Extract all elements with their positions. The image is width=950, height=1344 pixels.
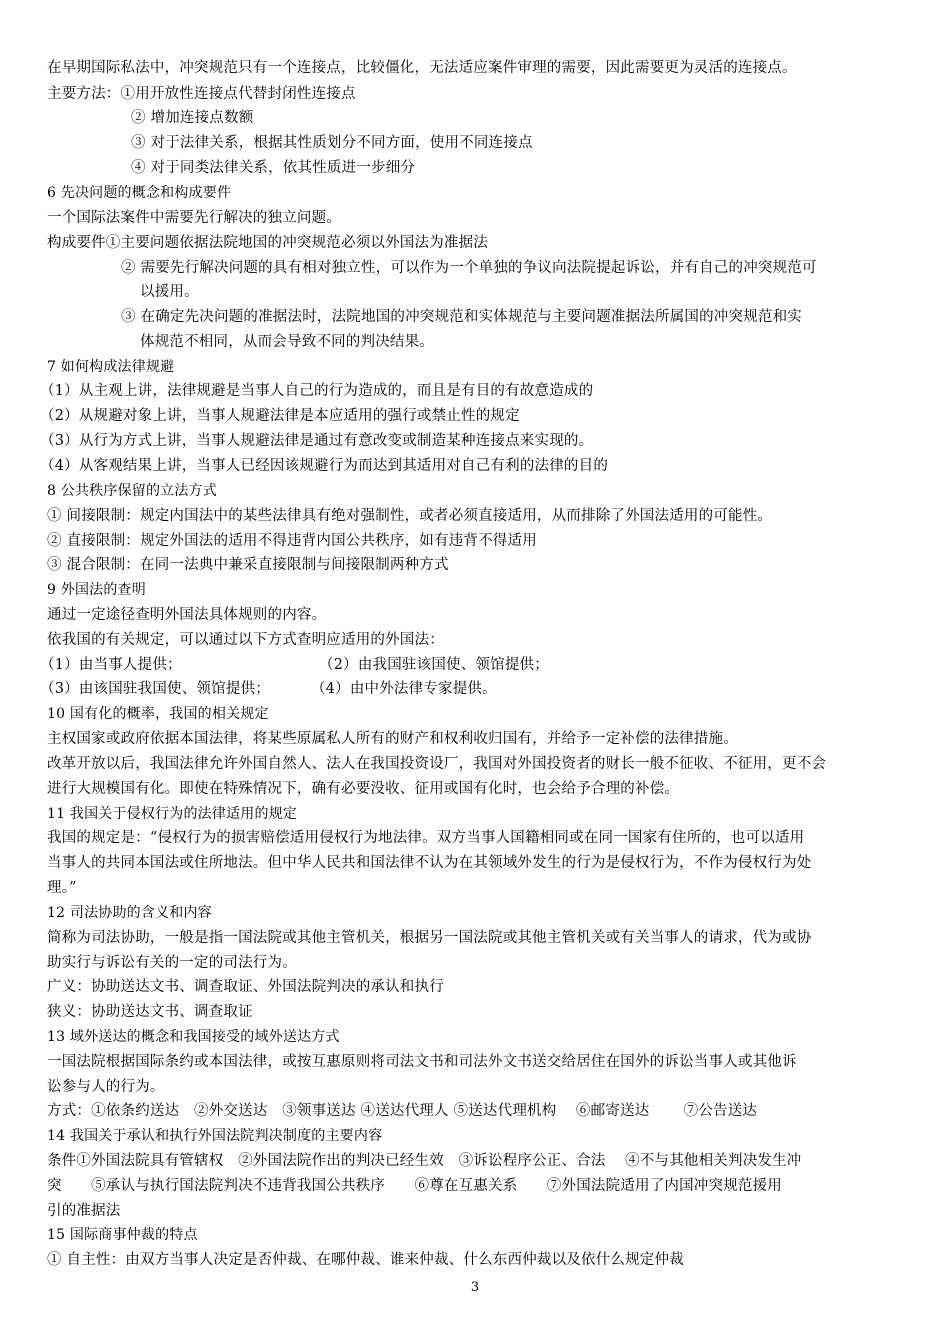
- list-item: ② 直接限制：规定外国法的适用不得违背内国公共秩序，如有违背不得适用: [47, 533, 537, 549]
- section-heading: 7 如何构成法律规避: [47, 359, 175, 375]
- text-line: 广义：协助送达文书、调查取证、外国法院判决的承认和执行: [47, 979, 444, 995]
- section-heading: 15 国际商事仲裁的特点: [47, 1227, 198, 1243]
- text-line: 我国的规定是：“侵权行为的损害赔偿适用侵权行为地法律。双方当事人国籍相同或在同一国家有住所的，也可以适用: [47, 830, 805, 846]
- section-heading: 9 外国法的查明: [47, 582, 146, 598]
- page-number: 3: [470, 1280, 480, 1295]
- list-item: ② 需要先行解决问题的具有相对独立性，可以作为一个单独的争议向法院提起诉讼，并有自己的冲突规范可: [121, 260, 817, 276]
- list-item: （3）从行为方式上讲，当事人规避法律是通过有意改变或制造某种连接点来实现的。: [40, 433, 594, 449]
- section-heading: 8 公共秩序保留的立法方式: [47, 483, 217, 499]
- section-heading: 14 我国关于承认和执行外国法院判决制度的主要内容: [47, 1128, 383, 1144]
- list-item: ③ 对于法律关系，根据其性质划分不同方面，使用不同连接点: [131, 135, 533, 151]
- list-item: （1）由当事人提供；: [40, 657, 182, 673]
- text-line: 讼参与人的行为。: [47, 1079, 165, 1095]
- text-line: 狭义：协助送达文书、调查取证: [47, 1004, 253, 1020]
- text-line: 以援用。: [140, 284, 199, 300]
- text-line: 引的准据法: [47, 1203, 121, 1219]
- text-line: 进行大规模国有化。即使在特殊情况下，确有必要没收、征用或国有化时，也会给予合理的补偿。: [47, 781, 680, 797]
- section-heading: 11 我国关于侵权行为的法律适用的规定: [47, 806, 298, 822]
- list-item: （1）从主观上讲，法律规避是当事人自己的行为造成的，而且是有目的有故意造成的: [40, 383, 594, 399]
- text-line: 条件①外国法院具有管辖权 ②外国法院作出的判决已经生效 ③诉讼程序公正、合法 ④不与其他相关判决发生冲: [47, 1153, 802, 1169]
- list-item: （2）由我国驻该国使、领馆提供；: [319, 657, 549, 673]
- list-item: （3）由该国驻我国使、领馆提供；: [40, 681, 270, 697]
- list-item: ① 自主性：由双方当事人决定是否仲裁、在哪仲裁、谁来仲裁、什么东西仲裁以及依什么规定仲裁: [47, 1252, 684, 1268]
- text-line: 在早期国际私法中，冲突规范只有一个连接点，比较僵化，无法适应案件审理的需要，因此需要更为灵活的连接点。: [47, 60, 797, 76]
- section-heading: 12 司法协助的含义和内容: [47, 905, 212, 921]
- list-item: （2）从规避对象上讲，当事人规避法律是本应适用的强行或禁止性的规定: [40, 408, 520, 424]
- section-heading: 6 先决问题的概念和构成要件: [47, 185, 232, 201]
- text-line: 体规范不相同，从而会导致不同的判决结果。: [140, 334, 434, 350]
- text-line: 依我国的有关规定，可以通过以下方式查明应适用的外国法：: [47, 632, 444, 648]
- text-line: 主要方法：①用开放性连接点代替封闭性连接点: [47, 86, 356, 102]
- text-line: 构成要件①主要问题依据法院地国的冲突规范必须以外国法为准据法: [47, 235, 488, 251]
- list-item: ③ 混合限制：在同一法典中兼采直接限制与间接限制两种方式: [47, 557, 449, 573]
- list-item: ③ 在确定先决问题的准据法时，法院地国的冲突规范和实体规范与主要问题准据法所属国的冲突规范和实: [121, 309, 803, 325]
- text-line: 方式：①依条约送达 ②外交送达 ③领事送达 ④送达代理人 ⑤送达代理机构 ⑥邮寄送达 ⑦公告送达: [47, 1103, 758, 1119]
- text-line: 突 ⑤承认与执行国法院判决不违背我国公共秩序 ⑥尊在互惠关系 ⑦外国法院适用了内国冲突规范援用: [47, 1178, 782, 1194]
- text-line: 助实行与诉讼有关的一定的司法行为。: [47, 955, 297, 971]
- text-line: 一个国际法案件中需要先行解决的独立问题。: [47, 210, 341, 226]
- list-item: ④ 对于同类法律关系，依其性质进一步细分: [131, 160, 416, 176]
- list-item: ① 间接限制：规定内国法中的某些法律具有绝对强制性，或者必须直接适用，从而排除了外国法适用的可能性。: [47, 508, 773, 524]
- text-line: 主权国家或政府依据本国法律，将某些原属私人所有的财产和权利收归国有，并给予一定补偿的法律措施。: [47, 731, 738, 747]
- text-line: 改革开放以后，我国法律允许外国自然人、法人在我国投资设厂，我国对外国投资者的财长一般不征收、不征用，更不会: [47, 756, 827, 772]
- list-item: （4）由中外法律专家提供。: [311, 681, 497, 697]
- text-line: 一国法院根据国际条约或本国法律，或按互惠原则将司法文书和司法外文书送交给居住在国外的诉讼当事人或其他诉: [47, 1054, 797, 1070]
- text-line: 通过一定途径查明外国法具体规则的内容。: [47, 607, 327, 623]
- list-item: （4）从客观结果上讲，当事人已经因该规避行为而达到其适用对自己有利的法律的目的: [40, 458, 609, 474]
- text-line: 理。”: [47, 880, 77, 896]
- list-item: ② 增加连接点数额: [131, 110, 254, 126]
- text-line: 当事人的共同本国法或住所地法。但中华人民共和国法律不认为在其领域外发生的行为是侵权行为，不作为侵权行为处: [47, 855, 812, 871]
- section-heading: 10 国有化的概率，我国的相关规定: [47, 706, 269, 722]
- text-line: 简称为司法协助，一般是指一国法院或其他主管机关，根据另一国法院或其他主管机关或有关当事人的请求，代为或协: [47, 930, 812, 946]
- section-heading: 13 域外送达的概念和我国接受的域外送达方式: [47, 1029, 340, 1045]
